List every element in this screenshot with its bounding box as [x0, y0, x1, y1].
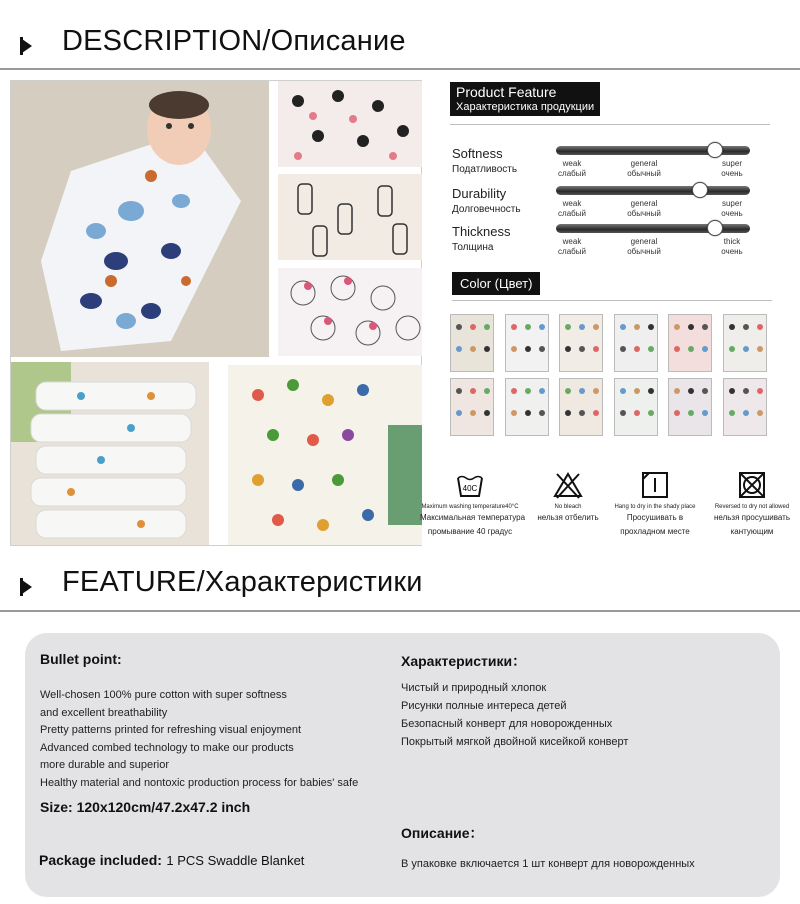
- swatch-dot: [620, 388, 626, 394]
- ru-characteristic-item: Безопасный конверт для новорожденных: [401, 718, 613, 730]
- swatch-dot: [757, 346, 763, 352]
- swatch-dot: [593, 324, 599, 330]
- folded-blankets-photo: [11, 362, 209, 545]
- swatch-dot: [648, 388, 654, 394]
- product-feature-title-ru: Характеристика продукции: [456, 101, 595, 113]
- pattern-thumb-bottles: [278, 174, 422, 260]
- description-header: [0, 15, 800, 67]
- meter-tick: [542, 159, 602, 179]
- care-item: [420, 470, 526, 539]
- swatch-dot: [743, 388, 749, 394]
- meter-tick-ru: очень: [721, 209, 743, 218]
- pattern-thumb-mickey: [278, 81, 422, 167]
- swatch-dot: [539, 388, 545, 394]
- swatch-dot: [743, 410, 749, 416]
- swatch-dot: [634, 388, 640, 394]
- swatch-dot: [620, 410, 626, 416]
- swatch-dot: [470, 388, 476, 394]
- swatch-dot: [470, 410, 476, 416]
- meter-tick: [614, 159, 674, 179]
- size-line: Size: 120x120cm/47.2x47.2 inch: [40, 799, 251, 815]
- swatch-dot: [674, 346, 680, 352]
- care-item: [605, 470, 705, 539]
- meter-tick: [614, 237, 674, 257]
- no-tumble-dry-icon: [737, 470, 767, 500]
- meter-tick-en: super: [721, 199, 742, 208]
- meter-tick: [542, 237, 602, 257]
- swatch-dot: [757, 388, 763, 394]
- swatch-pattern: [669, 315, 712, 372]
- swatch-dot: [539, 324, 545, 330]
- meter-label-en: Thickness: [452, 224, 511, 239]
- color-swatch: [505, 378, 549, 436]
- color-swatch: [559, 378, 603, 436]
- swatch-dot: [674, 410, 680, 416]
- baby-swaddle-photo: [11, 81, 269, 357]
- meter-tick-en: general: [630, 237, 658, 246]
- color-swatch: [723, 314, 767, 372]
- swatch-pattern: [560, 315, 603, 372]
- swatch-dot: [525, 346, 531, 352]
- swatch-dot: [729, 410, 735, 416]
- swatch-dot: [757, 410, 763, 416]
- swatch-pattern: [451, 315, 494, 372]
- swatch-dot: [729, 388, 735, 394]
- meter-knob: [707, 142, 723, 158]
- bullet-item: Healthy material and nontoxic production process for babies' safe: [40, 776, 359, 789]
- meter-label-en: Softness: [452, 146, 503, 161]
- meter-knob: [692, 182, 708, 198]
- ru-characteristic-item: Чистый и природный хлопок: [401, 682, 547, 694]
- swatch-pattern: [506, 315, 549, 372]
- meter-label-ru: Толщина: [452, 242, 494, 253]
- swatch-dot: [565, 388, 571, 394]
- swatch-dot: [511, 346, 517, 352]
- bullet-item: Well-chosen 100% pure cotton with super softness: [40, 689, 287, 701]
- meter-tick: [702, 159, 762, 179]
- swatch-dot: [539, 410, 545, 416]
- no-bleach-icon: [553, 470, 583, 500]
- swatch-dot: [688, 324, 694, 330]
- care-label-en: No bleach: [554, 504, 582, 510]
- care-label-ru: Максимальная температура: [420, 513, 526, 522]
- swatch-dot: [525, 388, 531, 394]
- meter-label-ru: Податливость: [452, 164, 518, 175]
- swatch-dot: [565, 324, 571, 330]
- swatch-dot: [579, 388, 585, 394]
- swatch-dot: [579, 346, 585, 352]
- ru-characteristic-item: Покрытый мягкой двойной кисейкой конверт: [401, 736, 629, 748]
- care-item: [702, 470, 800, 539]
- swatch-pattern: [669, 379, 712, 436]
- swatch-pattern: [615, 379, 658, 436]
- feature-header: [0, 556, 800, 608]
- swatch-dot: [565, 346, 571, 352]
- section-divider: [0, 610, 800, 612]
- swatch-dot: [456, 388, 462, 394]
- swatch-pattern: [724, 315, 767, 372]
- swatch-dot: [702, 324, 708, 330]
- color-swatch: [668, 314, 712, 372]
- swatch-pattern: [560, 379, 603, 436]
- color-swatch: [505, 314, 549, 372]
- bullet-item: Advanced combed technology to make our products: [40, 741, 294, 754]
- meter-tick-ru: очень: [721, 247, 743, 256]
- ru-description-text: В упаковке включается 1 шт конверт для новорожденных: [401, 858, 695, 870]
- description-title: DESCRIPTION/Описание: [62, 25, 406, 57]
- meter-tick-en: general: [630, 199, 658, 208]
- color-swatch: [450, 378, 494, 436]
- meter-tick-en: general: [630, 159, 658, 168]
- meter-tick: [702, 199, 762, 219]
- swatch-dot: [511, 410, 517, 416]
- wash-40-icon: [455, 470, 485, 500]
- swatch-pattern: [506, 379, 549, 436]
- swatch-dot: [648, 410, 654, 416]
- mushroom-pattern-photo: [228, 365, 422, 545]
- swatch-dot: [634, 410, 640, 416]
- swatch-dot: [620, 346, 626, 352]
- swatch-dot: [620, 324, 626, 330]
- swatch-dot: [579, 324, 585, 330]
- pattern-thumb-kitty: [278, 268, 422, 356]
- care-label-ru: нельзя просушивать: [713, 513, 791, 522]
- swatch-dot: [484, 324, 490, 330]
- swatch-dot: [470, 346, 476, 352]
- package-line: [39, 852, 304, 870]
- swatch-dot: [648, 324, 654, 330]
- care-label-ru: Просушивать в: [626, 513, 684, 522]
- color-swatch: [614, 378, 658, 436]
- ru-description-heading: Описание：: [401, 825, 484, 841]
- meter-tick-en: weak: [562, 159, 582, 168]
- meter-tick-ru: слабый: [558, 247, 586, 256]
- swatch-dot: [634, 324, 640, 330]
- care-label-en: Maximum washing temperature40°C: [421, 504, 519, 510]
- package-value: 1 PCS Swaddle Blanket: [166, 853, 305, 868]
- swatch-dot: [729, 324, 735, 330]
- swatch-dot: [757, 324, 763, 330]
- color-heading: Color (Цвет): [452, 272, 540, 295]
- bullet-point-heading: Bullet point:: [40, 651, 122, 667]
- meter-label: [452, 186, 521, 218]
- color-swatch: [723, 378, 767, 436]
- bullet-item: more durable and superior: [40, 759, 170, 771]
- swatch-dot: [579, 410, 585, 416]
- care-label-ru: нельзя отбелить: [537, 513, 599, 522]
- meter-tick: [614, 199, 674, 219]
- swatch-dot: [634, 346, 640, 352]
- swatch-dot: [525, 410, 531, 416]
- meter-label-ru: Долговечность: [452, 204, 521, 215]
- color-swatch: [559, 314, 603, 372]
- swatch-dot: [743, 324, 749, 330]
- swatch-dot: [456, 410, 462, 416]
- svg-text:40C: 40C: [462, 484, 478, 493]
- meter-knob: [707, 220, 723, 236]
- swatch-dot: [674, 324, 680, 330]
- swatch-dot: [688, 346, 694, 352]
- ru-characteristic-item: Рисунки полные интереса детей: [401, 700, 567, 712]
- meter-tick-en: weak: [562, 237, 582, 246]
- color-swatch: [450, 314, 494, 372]
- care-label-en: Hang to dry in the shady place: [614, 504, 696, 510]
- swatch-dot: [470, 324, 476, 330]
- bullet-item: and excellent breathability: [40, 706, 168, 719]
- product-feature-title-en: Product Feature: [456, 84, 557, 100]
- swatch-dot: [688, 410, 694, 416]
- meter-tick-en: super: [721, 159, 742, 168]
- color-rule: [452, 300, 772, 301]
- swatch-dot: [565, 410, 571, 416]
- swatch-dot: [539, 346, 545, 352]
- swatch-dot: [688, 388, 694, 394]
- play-arrow-icon: [22, 580, 32, 594]
- meter-label-en: Durability: [452, 186, 507, 201]
- swatch-dot: [702, 410, 708, 416]
- product-feature-heading: [450, 82, 600, 116]
- swatch-dot: [702, 388, 708, 394]
- color-swatch: [614, 314, 658, 372]
- swatch-dot: [674, 388, 680, 394]
- swatch-dot: [484, 410, 490, 416]
- swatch-dot: [729, 346, 735, 352]
- swatch-dot: [648, 346, 654, 352]
- play-arrow-icon: [22, 39, 32, 53]
- swatch-pattern: [615, 315, 658, 372]
- swatch-dot: [456, 346, 462, 352]
- meter-tick-en: thick: [723, 237, 741, 246]
- care-item: [518, 470, 618, 525]
- meter-tick-ru: обычный: [627, 209, 661, 218]
- care-label-ru: промывание 40 градус: [427, 527, 513, 536]
- meter-tick-ru: слабый: [558, 169, 586, 178]
- swatch-dot: [743, 346, 749, 352]
- swatch-dot: [593, 346, 599, 352]
- ru-characteristics-heading: Характеристики：: [401, 653, 527, 669]
- meter-tick: [702, 237, 762, 257]
- meter-tick-ru: очень: [721, 169, 743, 178]
- meter-tick-ru: обычный: [627, 169, 661, 178]
- care-label-en: Reversed to dry not allowed: [714, 504, 790, 510]
- swatch-dot: [456, 324, 462, 330]
- meter-tick-en: weak: [562, 199, 582, 208]
- feature-title: FEATURE/Характеристики: [62, 566, 423, 598]
- product-feature-rule: [450, 124, 770, 125]
- dry-shade-icon: [640, 470, 670, 500]
- swatch-dot: [593, 410, 599, 416]
- meter-tick-ru: слабый: [558, 209, 586, 218]
- care-label-ru: кантующим: [730, 527, 774, 536]
- care-label-ru: прохладном месте: [620, 527, 690, 536]
- swatch-dot: [511, 388, 517, 394]
- meter-tick-ru: обычный: [627, 247, 661, 256]
- swatch-dot: [511, 324, 517, 330]
- swatch-pattern: [451, 379, 494, 436]
- meter-label: [452, 146, 517, 178]
- swatch-dot: [484, 388, 490, 394]
- feature-box: [25, 633, 780, 897]
- swatch-dot: [593, 388, 599, 394]
- package-label: Package included:: [39, 852, 162, 868]
- swatch-pattern: [724, 379, 767, 436]
- bullet-item: Pretty patterns printed for refreshing visual enjoyment: [40, 724, 302, 736]
- color-swatch: [668, 378, 712, 436]
- meter-tick: [542, 199, 602, 219]
- meter-label: [452, 224, 511, 256]
- section-divider: [0, 68, 800, 70]
- swatch-dot: [484, 346, 490, 352]
- swatch-dot: [525, 324, 531, 330]
- swatch-dot: [702, 346, 708, 352]
- meter-track: [556, 186, 750, 195]
